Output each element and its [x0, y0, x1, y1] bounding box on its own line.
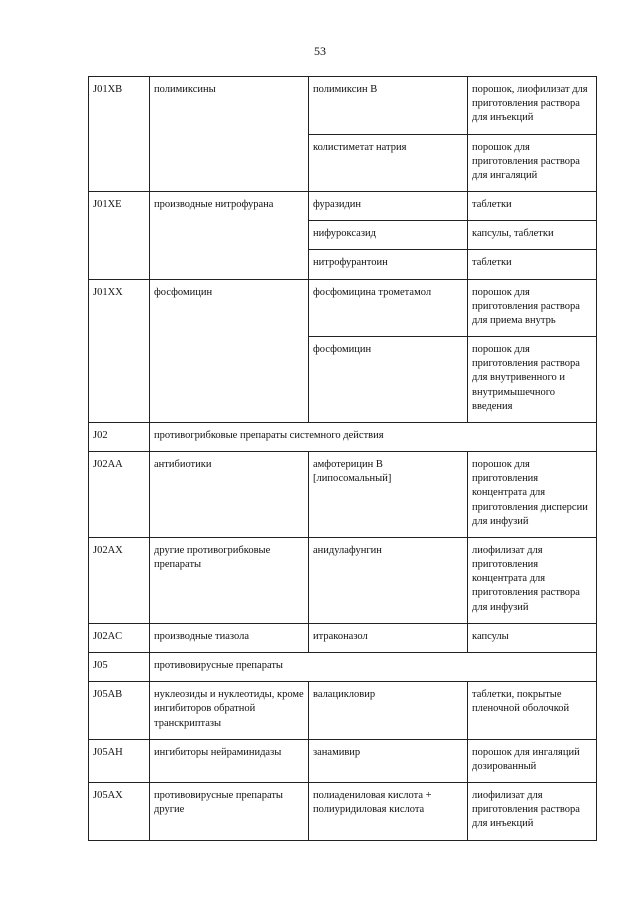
table-row: [89, 739, 597, 782]
dosage-form: лиофилизат для приготовления концентрата для приготовления раствора для инфузий: [468, 537, 597, 623]
atc-code: J02: [89, 422, 150, 451]
drug-name: занамивир: [309, 739, 468, 782]
table-row: [89, 783, 597, 841]
table-row: [89, 422, 597, 451]
dosage-form: порошок, лиофилизат для приготовления раствора для инъекций: [468, 77, 597, 135]
drug-name: фуразидин: [309, 192, 468, 221]
dosage-form: таблетки: [468, 250, 597, 279]
table-row: [89, 623, 597, 652]
atc-code: J01XB: [89, 77, 150, 192]
drug-name: полиадениловая кислота + полиуридиловая кислота: [309, 783, 468, 841]
table-row: [89, 77, 597, 135]
group-name: противогрибковые препараты системного действия: [150, 422, 597, 451]
group-name: противовирусные препараты другие: [150, 783, 309, 841]
dosage-form: порошок для приготовления раствора для приема внутрь: [468, 279, 597, 337]
group-name: нуклеозиды и нуклеотиды, кроме ингибиторов обратной транскриптазы: [150, 682, 309, 740]
atc-code: J01XX: [89, 279, 150, 422]
group-name: другие противогрибковые препараты: [150, 537, 309, 623]
group-name: противовирусные препараты: [150, 652, 597, 681]
drug-name: фосфомицин: [309, 337, 468, 423]
table-row: [89, 537, 597, 623]
drug-name: нитрофурантоин: [309, 250, 468, 279]
drug-table: [88, 76, 597, 841]
dosage-form: порошок для приготовления раствора для внутривенного и внутримышечного введения: [468, 337, 597, 423]
atc-code: J02AC: [89, 623, 150, 652]
dosage-form: капсулы, таблетки: [468, 221, 597, 250]
atc-code: J05: [89, 652, 150, 681]
table-row: [89, 682, 597, 740]
atc-code: J01XE: [89, 192, 150, 280]
dosage-form: капсулы: [468, 623, 597, 652]
table-row: [89, 279, 597, 337]
drug-name: фосфомицина трометамол: [309, 279, 468, 337]
group-name: ингибиторы нейраминидазы: [150, 739, 309, 782]
group-name: производные нитрофурана: [150, 192, 309, 280]
drug-name: анидулафунгин: [309, 537, 468, 623]
drug-name: валацикловир: [309, 682, 468, 740]
dosage-form: порошок для приготовления раствора для ингаляций: [468, 134, 597, 192]
group-name: антибиотики: [150, 452, 309, 538]
atc-code: J05AH: [89, 739, 150, 782]
dosage-form: лиофилизат для приготовления раствора для инъекций: [468, 783, 597, 841]
drug-name: нифуроксазид: [309, 221, 468, 250]
dosage-form: порошок для ингаляций дозированный: [468, 739, 597, 782]
atc-code: J05AX: [89, 783, 150, 841]
group-name: полимиксины: [150, 77, 309, 192]
drug-name: итраконазол: [309, 623, 468, 652]
drug-name: полимиксин B: [309, 77, 468, 135]
table-row: [89, 192, 597, 221]
drug-name: колистиметат натрия: [309, 134, 468, 192]
table-row: [89, 652, 597, 681]
page-number: 53: [314, 44, 326, 58]
group-name: производные тиазола: [150, 623, 309, 652]
atc-code: J05AB: [89, 682, 150, 740]
table-row: [89, 452, 597, 538]
dosage-form: порошок для приготовления концентрата для приготовления дисперсии для инфузий: [468, 452, 597, 538]
drug-name: амфотерицин B [липосомальный]: [309, 452, 468, 538]
atc-code: J02AX: [89, 537, 150, 623]
dosage-form: таблетки: [468, 192, 597, 221]
dosage-form: таблетки, покрытые пленочной оболочкой: [468, 682, 597, 740]
atc-code: J02AA: [89, 452, 150, 538]
group-name: фосфомицин: [150, 279, 309, 422]
